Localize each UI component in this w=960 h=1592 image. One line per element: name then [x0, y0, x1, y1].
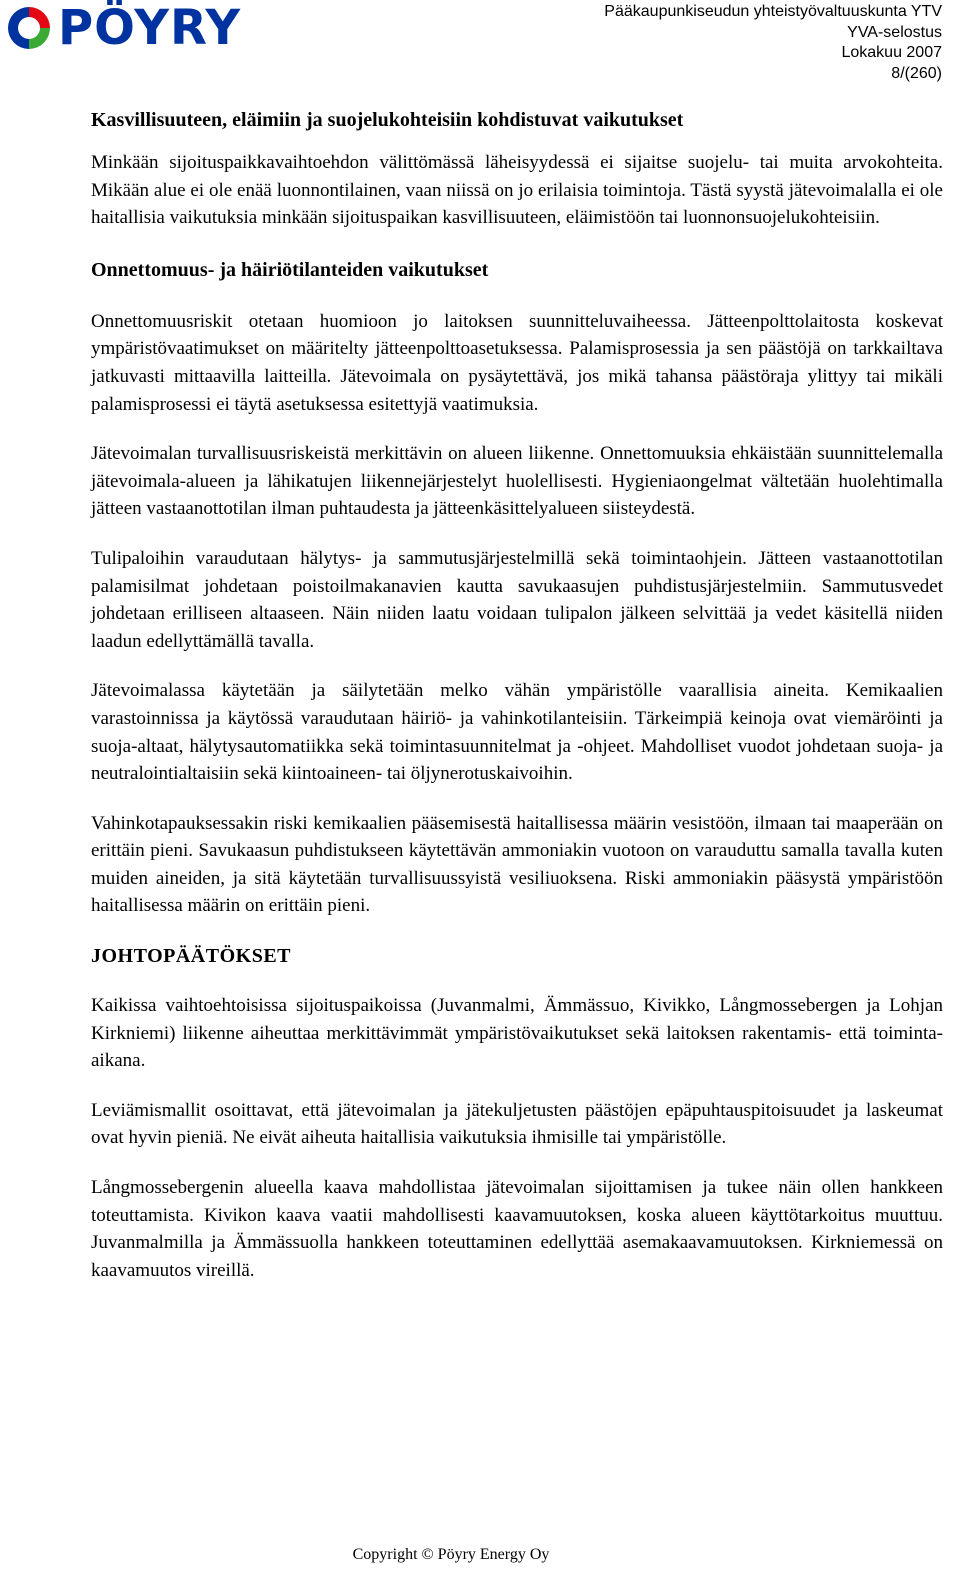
paragraph-accidents-4: Jätevoimalassa käytetään ja säilytetään melko vähän ympäristölle vaarallisia aineita. Kemikaalien varastoinnissa ja käytössä varaudutaan häiriö- ja vahinkotilanteisiin. Tärkeimpiä keinoja ovat viemäröinti ja suoja-altaat, hälytysautomatiikka sekä toimintasuunnitelmat ja -ohjeet. Mahdolliset vuodot johdetaan suoja- ja neutralointialtaisiin sekä kiintoaineen- tai öljynerotuskaivoihin.	[91, 680, 943, 785]
poyry-logo	[4, 2, 241, 54]
page-footer: Copyright © Pöyry Energy Oy	[352, 1546, 550, 1563]
paragraph-conclusions-3: Långmossebergenin alueella kaava mahdollistaa jätevoimalan sijoittamisen ja tukee näin ollen hankkeen toteuttamista. Kivikon kaava vaatii mahdollisesti kaavamuutoksen, koska alueen käyttötarkoitus muuttuu. Juvanmalmilla ja Ämmässuolla hankkeen toteuttaminen edellyttää asemakaavamuutoksen. Kirkniemessä on kaavamuutos vireillä.	[91, 1177, 943, 1281]
client-name: Pääkaupunkiseudun yhteistyövaltuuskunta YTV	[604, 3, 942, 20]
paragraph-accidents-2: Jätevoimalan turvallisuusriskeistä merkittävin on alueen liikenne. Onnettomuuksia ehkäistään suunnittelemalla jätevoimala-alueen ja lähikatujen liikennejärjestelyt huolellisesti. Hygieniaongelmat vältetään huolehtimalla jätteen vastaanottotilan ilman puhtaudesta ja jätteenkäsittelyalueen siisteydestä.	[91, 443, 943, 520]
document-type: YVA-selostus	[847, 23, 942, 41]
logo-wordmark: PÖYRY	[58, 0, 242, 56]
poyry-swirl-icon	[4, 3, 54, 53]
document-date: Lokakuu 2007	[841, 44, 942, 61]
paragraph-flora: Minkään sijoituspaikkavaihtoehdon välittömässä läheisyydessä ei sijaitse suojelu- tai muita arvokohteita. Mikään alue ei ole enää luonnontilainen, vaan niissä on jo erilaisia toimintoja. Tästä syystä jätevoimalalla ei ole haitallisia vaikutuksia minkään sijoituspaikan kasvillisuuteen, eläimistöön tai luonnonsuojelukohteisiin.	[91, 152, 943, 229]
section-heading-flora: Kasvillisuuteen, eläimiin ja suojelukohteisiin kohdistuvat vaikutukset	[91, 109, 684, 131]
page-number: 8/(260)	[891, 64, 942, 82]
paragraph-accidents-1: Onnettomuusriskit otetaan huomioon jo laitoksen suunnitteluvaiheessa. Jätteenpolttolaitosta koskevat ympäristövaatimukset on määritelty jätteenpolttoasetuksessa. Palamisprosessia ja sen päästöjä on tarkkailtava jatkuvasti mittaavilla laitteilla. Jätevoimala on pysäytettävä, jos mikä tahansa päästöraja ylittyy tai mikäli palamisprosessi ei täytä asetuksessa esitettyjä vaatimuksia.	[91, 310, 943, 415]
paragraph-conclusions-1: Kaikissa vaihtoehtoisissa sijoituspaikoissa (Juvanmalmi, Ämmässuo, Kivikko, Långmossebergen ja Lohjan Kirkniemi) liikenne aiheuttaa merkittävimmät ympäristövaikutukset sekä laitoksen rakentamis- että toiminta-aikana.	[91, 995, 943, 1072]
document-header	[604, 2, 942, 84]
paragraph-accidents-5: Vahinkotapauksessakin riski kemikaalien pääsemisestä haitallisessa määrin vesistöön, ilmaan tai maaperään on erittäin pieni. Savukaasun puhdistukseen käytettävän ammoniakin vuotoon on varauduttu samalla tavalla kuten muiden aineiden, ja sitä käytetään turvallisuussyistä vesiliuoksena. Riski ammoniakin pääsystä ympäristöön haitallisessa määrin on erittäin pieni.	[91, 812, 943, 917]
section-heading-accidents: Onnettomuus- ja häiriötilanteiden vaikutukset	[91, 258, 489, 281]
document-body	[91, 100, 943, 1284]
section-heading-conclusions: JOHTOPÄÄTÖKSET	[91, 945, 292, 968]
paragraph-accidents-3: Tulipaloihin varaudutaan hälytys- ja sammutusjärjestelmillä sekä toimintaohjein. Jätteen vastaanottotilan palamisilmat johdetaan poistoilmakanavien kautta savukaasujen puhdistusjärjestelmiin. Sammutusvedet johdetaan erilliseen altaaseen. Näin niiden laatu voidaan tulipalon jälkeen selvittää ja vedet käsitellä niiden laadun edellyttämällä tavalla.	[91, 547, 943, 652]
paragraph-conclusions-2: Leviämismallit osoittavat, että jätevoimalan ja jätekuljetusten päästöjen epäpuhtauspitoisuudet ja laskeumat ovat hyvin pieniä. Ne eivät aiheuta haitallisia vaikutuksia ihmisille tai ympäristölle.	[91, 1099, 943, 1149]
